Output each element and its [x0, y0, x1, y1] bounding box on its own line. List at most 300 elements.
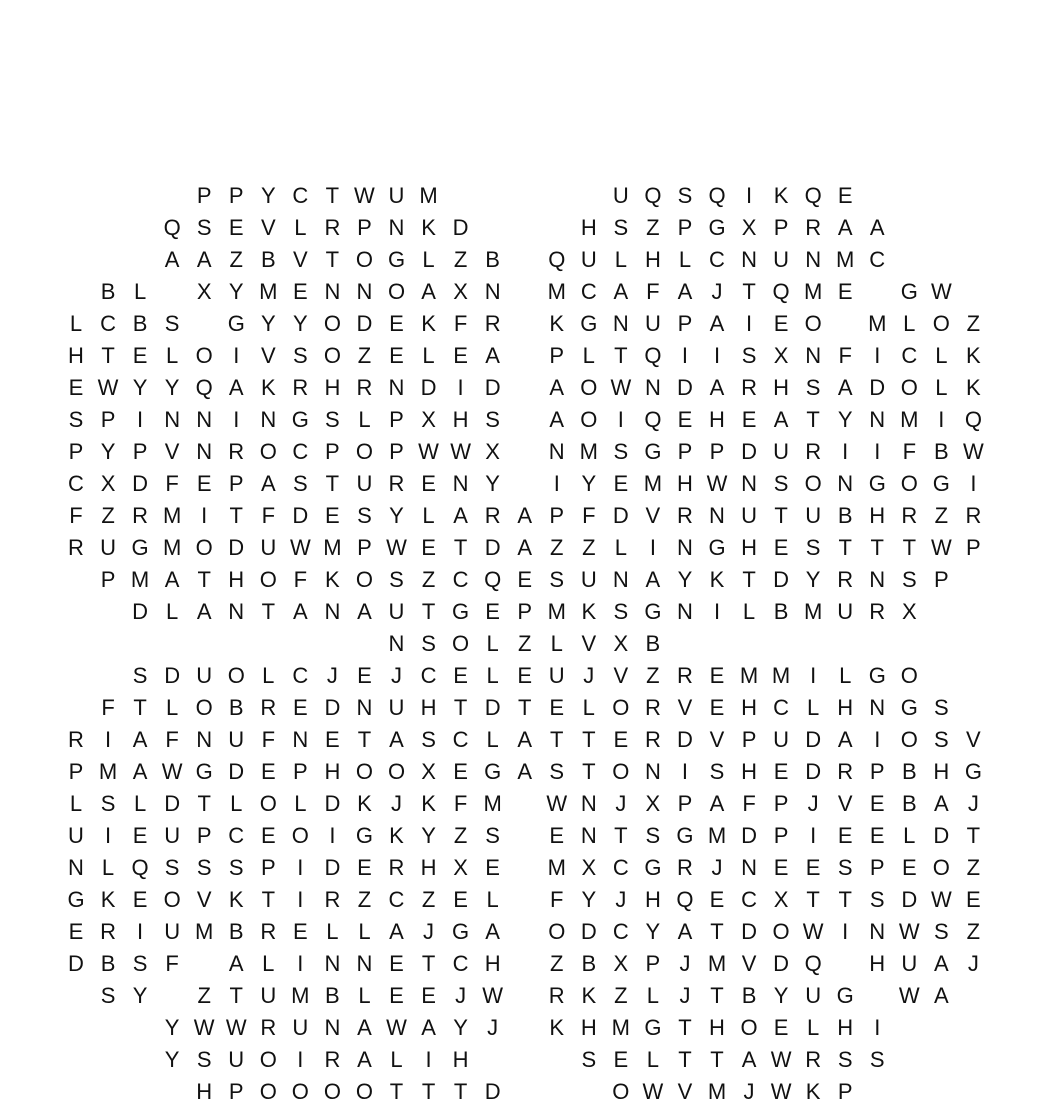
letter-cell[interactable]: W: [386, 535, 407, 560]
letter-cell[interactable]: H: [869, 503, 886, 528]
letter-cell[interactable]: H: [68, 343, 84, 368]
letter-cell[interactable]: O: [740, 1015, 758, 1040]
letter-cell[interactable]: U: [260, 983, 277, 1008]
letter-cell[interactable]: Q: [131, 855, 149, 880]
letter-cell[interactable]: V: [581, 631, 597, 656]
letter-cell[interactable]: G: [580, 311, 598, 336]
letter-cell[interactable]: X: [613, 631, 629, 656]
letter-cell[interactable]: X: [901, 599, 917, 624]
letter-cell[interactable]: L: [935, 375, 948, 400]
letter-cell[interactable]: P: [677, 311, 693, 336]
letter-cell[interactable]: L: [614, 247, 627, 272]
letter-cell[interactable]: O: [900, 727, 918, 752]
letter-cell[interactable]: E: [293, 279, 308, 304]
letter-cell[interactable]: B: [325, 983, 340, 1008]
letter-cell[interactable]: W: [161, 759, 183, 784]
letter-cell[interactable]: E: [293, 919, 308, 944]
letter-cell[interactable]: U: [773, 439, 790, 464]
letter-cell[interactable]: E: [613, 727, 629, 752]
letter-cell[interactable]: F: [165, 951, 179, 976]
letter-cell[interactable]: C: [388, 887, 405, 912]
letter-cell[interactable]: O: [932, 855, 950, 880]
letter-cell[interactable]: S: [869, 1047, 885, 1072]
letter-cell[interactable]: U: [773, 247, 790, 272]
letter-cell[interactable]: L: [358, 919, 371, 944]
letter-cell[interactable]: W: [97, 375, 119, 400]
letter-cell[interactable]: C: [292, 663, 309, 688]
letter-cell[interactable]: R: [644, 695, 661, 720]
letter-cell[interactable]: E: [837, 279, 853, 304]
letter-cell[interactable]: J: [967, 791, 979, 816]
letter-cell[interactable]: L: [582, 343, 595, 368]
letter-cell[interactable]: O: [580, 375, 598, 400]
letter-cell[interactable]: A: [773, 407, 789, 432]
letter-cell[interactable]: E: [389, 311, 404, 336]
letter-cell[interactable]: G: [900, 695, 918, 720]
letter-cell[interactable]: U: [644, 311, 661, 336]
letter-cell[interactable]: D: [324, 695, 341, 720]
letter-cell[interactable]: B: [132, 311, 148, 336]
letter-cell[interactable]: R: [68, 727, 84, 752]
letter-cell[interactable]: A: [164, 567, 180, 592]
letter-cell[interactable]: Z: [646, 663, 660, 688]
letter-cell[interactable]: P: [68, 439, 84, 464]
letter-cell[interactable]: U: [548, 663, 565, 688]
letter-cell[interactable]: E: [453, 663, 468, 688]
letter-cell[interactable]: G: [452, 919, 470, 944]
letter-cell[interactable]: I: [329, 823, 336, 848]
letter-cell[interactable]: M: [291, 983, 310, 1008]
letter-cell[interactable]: A: [421, 279, 436, 304]
letter-cell[interactable]: O: [612, 1079, 630, 1104]
letter-cell[interactable]: E: [805, 855, 821, 880]
letter-cell[interactable]: X: [421, 759, 436, 784]
letter-cell[interactable]: B: [773, 599, 789, 624]
letter-cell[interactable]: Y: [485, 471, 500, 496]
letter-cell[interactable]: K: [389, 823, 404, 848]
letter-cell[interactable]: D: [164, 663, 181, 688]
letter-cell[interactable]: H: [420, 855, 437, 880]
letter-cell[interactable]: I: [104, 727, 112, 752]
letter-cell[interactable]: Q: [964, 407, 982, 432]
letter-cell[interactable]: A: [837, 727, 853, 752]
letter-cell[interactable]: S: [709, 759, 725, 784]
letter-cell[interactable]: W: [642, 1079, 664, 1104]
letter-cell[interactable]: R: [741, 375, 757, 400]
letter-cell[interactable]: R: [100, 919, 116, 944]
letter-cell[interactable]: X: [613, 951, 629, 976]
letter-cell[interactable]: X: [100, 471, 116, 496]
letter-cell[interactable]: U: [164, 919, 181, 944]
letter-cell[interactable]: E: [613, 1047, 629, 1072]
letter-cell[interactable]: T: [710, 983, 724, 1008]
letter-cell[interactable]: G: [900, 279, 918, 304]
letter-cell[interactable]: N: [709, 503, 725, 528]
letter-cell[interactable]: I: [553, 471, 560, 496]
letter-cell[interactable]: O: [452, 631, 470, 656]
letter-cell[interactable]: E: [453, 887, 468, 912]
letter-cell[interactable]: F: [261, 503, 276, 528]
letter-cell[interactable]: H: [580, 215, 597, 240]
letter-cell[interactable]: B: [901, 759, 917, 784]
letter-cell[interactable]: S: [421, 631, 436, 656]
letter-cell[interactable]: G: [227, 311, 245, 336]
letter-cell[interactable]: G: [195, 759, 213, 784]
letter-cell[interactable]: O: [259, 791, 277, 816]
letter-cell[interactable]: W: [930, 535, 952, 560]
letter-cell[interactable]: Y: [164, 1047, 180, 1072]
letter-cell[interactable]: N: [228, 599, 245, 624]
letter-cell[interactable]: Y: [581, 887, 597, 912]
letter-cell[interactable]: X: [773, 887, 789, 912]
letter-cell[interactable]: L: [230, 791, 243, 816]
letter-cell[interactable]: O: [259, 1079, 277, 1104]
letter-cell[interactable]: T: [453, 535, 468, 560]
letter-cell[interactable]: W: [898, 919, 920, 944]
letter-cell[interactable]: O: [387, 759, 406, 784]
letter-cell[interactable]: S: [228, 855, 244, 880]
letter-cell[interactable]: K: [325, 567, 340, 592]
letter-cell[interactable]: C: [100, 311, 116, 336]
letter-cell[interactable]: A: [228, 375, 244, 400]
letter-cell[interactable]: L: [646, 1047, 660, 1072]
letter-cell[interactable]: V: [260, 215, 276, 240]
letter-cell[interactable]: E: [773, 855, 789, 880]
letter-cell[interactable]: P: [389, 439, 404, 464]
letter-cell[interactable]: C: [68, 471, 84, 496]
letter-cell[interactable]: O: [291, 823, 309, 848]
letter-cell[interactable]: R: [228, 439, 245, 464]
letter-cell[interactable]: C: [901, 343, 918, 368]
letter-cell[interactable]: P: [260, 855, 276, 880]
letter-cell[interactable]: N: [741, 855, 757, 880]
letter-cell[interactable]: N: [196, 439, 213, 464]
letter-cell[interactable]: B: [228, 919, 244, 944]
letter-cell[interactable]: Y: [421, 823, 436, 848]
letter-cell[interactable]: D: [356, 311, 373, 336]
letter-cell[interactable]: O: [932, 311, 950, 336]
letter-cell[interactable]: D: [484, 1079, 501, 1104]
letter-cell[interactable]: S: [132, 663, 148, 688]
letter-cell[interactable]: E: [389, 983, 404, 1008]
letter-cell[interactable]: G: [644, 439, 662, 464]
letter-cell[interactable]: R: [68, 535, 84, 560]
letter-cell[interactable]: W: [289, 535, 311, 560]
letter-cell[interactable]: W: [354, 183, 375, 208]
letter-cell[interactable]: O: [355, 1079, 373, 1104]
letter-cell[interactable]: T: [806, 407, 820, 432]
letter-cell[interactable]: E: [228, 215, 244, 240]
letter-cell[interactable]: T: [550, 727, 564, 752]
letter-cell[interactable]: L: [422, 503, 435, 528]
letter-cell[interactable]: O: [259, 1047, 277, 1072]
letter-cell[interactable]: F: [165, 727, 179, 752]
letter-cell[interactable]: T: [197, 567, 211, 592]
letter-cell[interactable]: K: [357, 791, 372, 816]
letter-cell[interactable]: H: [676, 471, 693, 496]
letter-cell[interactable]: D: [132, 599, 149, 624]
letter-cell[interactable]: L: [390, 1047, 403, 1072]
letter-cell[interactable]: S: [196, 855, 212, 880]
letter-cell[interactable]: S: [389, 567, 404, 592]
letter-cell[interactable]: W: [386, 1015, 407, 1040]
letter-cell[interactable]: R: [324, 887, 341, 912]
letter-cell[interactable]: K: [581, 599, 597, 624]
letter-cell[interactable]: L: [582, 695, 595, 720]
letter-cell[interactable]: O: [323, 1079, 341, 1104]
letter-cell[interactable]: J: [487, 1015, 499, 1040]
letter-cell[interactable]: I: [297, 855, 304, 880]
letter-cell[interactable]: D: [773, 567, 790, 592]
letter-cell[interactable]: V: [293, 247, 308, 272]
letter-cell[interactable]: D: [164, 791, 181, 816]
letter-cell[interactable]: L: [807, 1015, 820, 1040]
letter-cell[interactable]: T: [229, 503, 243, 528]
letter-cell[interactable]: F: [582, 503, 596, 528]
letter-cell[interactable]: I: [425, 1047, 432, 1072]
letter-cell[interactable]: L: [903, 311, 916, 336]
letter-cell[interactable]: O: [195, 535, 213, 560]
letter-cell[interactable]: R: [644, 727, 661, 752]
letter-cell[interactable]: N: [324, 951, 341, 976]
letter-cell[interactable]: J: [711, 279, 723, 304]
letter-cell[interactable]: Q: [772, 279, 790, 304]
letter-cell[interactable]: D: [773, 951, 790, 976]
letter-cell[interactable]: R: [356, 375, 373, 400]
letter-cell[interactable]: R: [260, 695, 277, 720]
letter-cell[interactable]: X: [645, 791, 661, 816]
letter-cell[interactable]: S: [805, 535, 821, 560]
letter-cell[interactable]: N: [548, 439, 565, 464]
letter-cell[interactable]: T: [101, 343, 115, 368]
letter-cell[interactable]: W: [802, 919, 824, 944]
letter-cell[interactable]: E: [68, 375, 84, 400]
letter-cell[interactable]: M: [643, 471, 663, 496]
letter-cell[interactable]: U: [292, 1015, 309, 1040]
letter-cell[interactable]: L: [133, 279, 147, 304]
letter-cell[interactable]: R: [676, 503, 693, 528]
letter-cell[interactable]: X: [196, 279, 212, 304]
letter-cell[interactable]: I: [874, 1015, 881, 1040]
letter-cell[interactable]: N: [196, 727, 213, 752]
letter-cell[interactable]: B: [100, 951, 116, 976]
letter-cell[interactable]: R: [292, 375, 309, 400]
letter-cell[interactable]: F: [453, 311, 468, 336]
letter-cell[interactable]: S: [325, 407, 340, 432]
letter-cell[interactable]: X: [453, 279, 468, 304]
letter-cell[interactable]: J: [391, 663, 402, 688]
letter-cell[interactable]: S: [613, 215, 629, 240]
letter-cell[interactable]: P: [196, 183, 212, 208]
letter-cell[interactable]: I: [201, 503, 208, 528]
letter-cell[interactable]: G: [708, 535, 726, 560]
letter-cell[interactable]: O: [355, 439, 373, 464]
letter-cell[interactable]: T: [774, 503, 788, 528]
letter-cell[interactable]: K: [805, 1079, 821, 1104]
letter-cell[interactable]: D: [484, 375, 501, 400]
letter-cell[interactable]: U: [388, 183, 405, 208]
letter-cell[interactable]: E: [741, 407, 757, 432]
letter-cell[interactable]: T: [421, 599, 436, 624]
letter-cell[interactable]: R: [676, 663, 693, 688]
letter-cell[interactable]: L: [294, 215, 307, 240]
letter-cell[interactable]: A: [549, 375, 565, 400]
letter-cell[interactable]: A: [934, 983, 949, 1008]
letter-cell[interactable]: T: [261, 887, 276, 912]
letter-cell[interactable]: L: [101, 855, 115, 880]
letter-cell[interactable]: P: [677, 439, 693, 464]
letter-cell[interactable]: O: [612, 695, 630, 720]
letter-cell[interactable]: S: [132, 951, 148, 976]
letter-cell[interactable]: P: [517, 599, 533, 624]
letter-cell[interactable]: N: [612, 567, 629, 592]
letter-cell[interactable]: C: [452, 567, 469, 592]
letter-cell[interactable]: S: [549, 759, 565, 784]
letter-cell[interactable]: O: [612, 759, 630, 784]
letter-cell[interactable]: S: [549, 567, 565, 592]
letter-cell[interactable]: L: [742, 599, 756, 624]
letter-cell[interactable]: T: [325, 247, 340, 272]
letter-cell[interactable]: M: [195, 919, 214, 944]
letter-cell[interactable]: D: [933, 823, 950, 848]
letter-cell[interactable]: V: [677, 1079, 693, 1104]
letter-cell[interactable]: T: [453, 1079, 468, 1104]
letter-cell[interactable]: W: [930, 887, 952, 912]
letter-cell[interactable]: Z: [229, 247, 243, 272]
letter-cell[interactable]: Q: [644, 183, 662, 208]
letter-cell[interactable]: H: [484, 951, 501, 976]
letter-cell[interactable]: E: [453, 759, 468, 784]
letter-cell[interactable]: T: [421, 951, 436, 976]
letter-cell[interactable]: K: [421, 215, 436, 240]
letter-cell[interactable]: L: [422, 247, 435, 272]
letter-cell[interactable]: G: [484, 759, 502, 784]
letter-cell[interactable]: W: [898, 983, 920, 1008]
letter-cell[interactable]: I: [745, 183, 753, 208]
letter-cell[interactable]: M: [579, 439, 598, 464]
letter-cell[interactable]: A: [228, 951, 244, 976]
letter-cell[interactable]: W: [418, 439, 439, 464]
letter-cell[interactable]: E: [196, 471, 212, 496]
letter-cell[interactable]: N: [869, 567, 886, 592]
letter-cell[interactable]: G: [708, 215, 726, 240]
letter-cell[interactable]: T: [710, 919, 724, 944]
letter-cell[interactable]: S: [741, 343, 757, 368]
letter-cell[interactable]: W: [770, 1047, 792, 1072]
letter-cell[interactable]: Y: [773, 983, 789, 1008]
letter-cell[interactable]: B: [934, 439, 949, 464]
letter-cell[interactable]: Q: [548, 247, 566, 272]
letter-cell[interactable]: M: [611, 1015, 630, 1040]
letter-cell[interactable]: Y: [260, 183, 276, 208]
letter-cell[interactable]: T: [870, 535, 884, 560]
letter-cell[interactable]: P: [934, 567, 949, 592]
letter-cell[interactable]: A: [837, 215, 853, 240]
letter-cell[interactable]: P: [741, 727, 757, 752]
letter-cell[interactable]: H: [709, 1015, 725, 1040]
letter-cell[interactable]: G: [644, 855, 662, 880]
letter-cell[interactable]: A: [549, 407, 565, 432]
letter-cell[interactable]: Q: [163, 215, 181, 240]
letter-cell[interactable]: L: [422, 343, 435, 368]
letter-cell[interactable]: A: [196, 599, 212, 624]
letter-cell[interactable]: S: [901, 567, 917, 592]
letter-cell[interactable]: A: [196, 247, 212, 272]
letter-cell[interactable]: R: [901, 503, 918, 528]
letter-cell[interactable]: R: [837, 759, 854, 784]
letter-cell[interactable]: I: [681, 343, 688, 368]
letter-cell[interactable]: F: [838, 343, 852, 368]
letter-cell[interactable]: Y: [293, 311, 308, 336]
letter-cell[interactable]: E: [901, 855, 917, 880]
letter-cell[interactable]: Z: [550, 535, 564, 560]
letter-cell[interactable]: J: [615, 791, 627, 816]
letter-cell[interactable]: L: [133, 791, 147, 816]
letter-cell[interactable]: V: [260, 343, 276, 368]
letter-cell[interactable]: M: [707, 1079, 727, 1104]
letter-cell[interactable]: N: [580, 823, 597, 848]
letter-cell[interactable]: Z: [197, 983, 211, 1008]
letter-cell[interactable]: R: [324, 215, 341, 240]
letter-cell[interactable]: K: [966, 343, 981, 368]
letter-cell[interactable]: G: [355, 823, 373, 848]
letter-cell[interactable]: H: [933, 759, 950, 784]
letter-cell[interactable]: C: [580, 279, 597, 304]
letter-cell[interactable]: A: [741, 1047, 757, 1072]
letter-cell[interactable]: A: [453, 503, 468, 528]
letter-cell[interactable]: S: [934, 695, 949, 720]
letter-cell[interactable]: D: [68, 951, 84, 976]
letter-cell[interactable]: A: [485, 919, 500, 944]
letter-cell[interactable]: M: [803, 599, 823, 624]
letter-cell[interactable]: X: [421, 407, 436, 432]
letter-cell[interactable]: T: [966, 823, 981, 848]
letter-cell[interactable]: S: [869, 887, 885, 912]
letter-cell[interactable]: U: [100, 535, 116, 560]
letter-cell[interactable]: L: [294, 791, 307, 816]
letter-cell[interactable]: E: [869, 791, 885, 816]
letter-cell[interactable]: D: [292, 503, 309, 528]
letter-cell[interactable]: O: [291, 1079, 309, 1104]
letter-cell[interactable]: J: [583, 663, 595, 688]
letter-cell[interactable]: E: [773, 759, 789, 784]
letter-cell[interactable]: E: [613, 471, 629, 496]
letter-cell[interactable]: S: [164, 311, 180, 336]
letter-cell[interactable]: U: [228, 1047, 245, 1072]
letter-cell[interactable]: L: [550, 631, 563, 656]
letter-cell[interactable]: E: [517, 567, 533, 592]
letter-cell[interactable]: D: [484, 535, 501, 560]
letter-cell[interactable]: D: [869, 375, 886, 400]
letter-cell[interactable]: B: [260, 247, 276, 272]
letter-cell[interactable]: Z: [550, 951, 564, 976]
letter-cell[interactable]: L: [262, 663, 275, 688]
letter-cell[interactable]: M: [483, 791, 502, 816]
letter-cell[interactable]: T: [421, 1079, 436, 1104]
letter-cell[interactable]: V: [837, 791, 853, 816]
letter-cell[interactable]: M: [547, 599, 566, 624]
letter-cell[interactable]: T: [710, 1047, 724, 1072]
letter-cell[interactable]: T: [229, 983, 243, 1008]
letter-cell[interactable]: M: [803, 279, 823, 304]
letter-cell[interactable]: V: [966, 727, 981, 752]
letter-cell[interactable]: C: [612, 919, 629, 944]
letter-cell[interactable]: N: [260, 407, 277, 432]
letter-cell[interactable]: O: [323, 311, 341, 336]
letter-cell[interactable]: U: [741, 503, 757, 528]
letter-cell[interactable]: N: [356, 279, 373, 304]
letter-cell[interactable]: G: [67, 887, 85, 912]
